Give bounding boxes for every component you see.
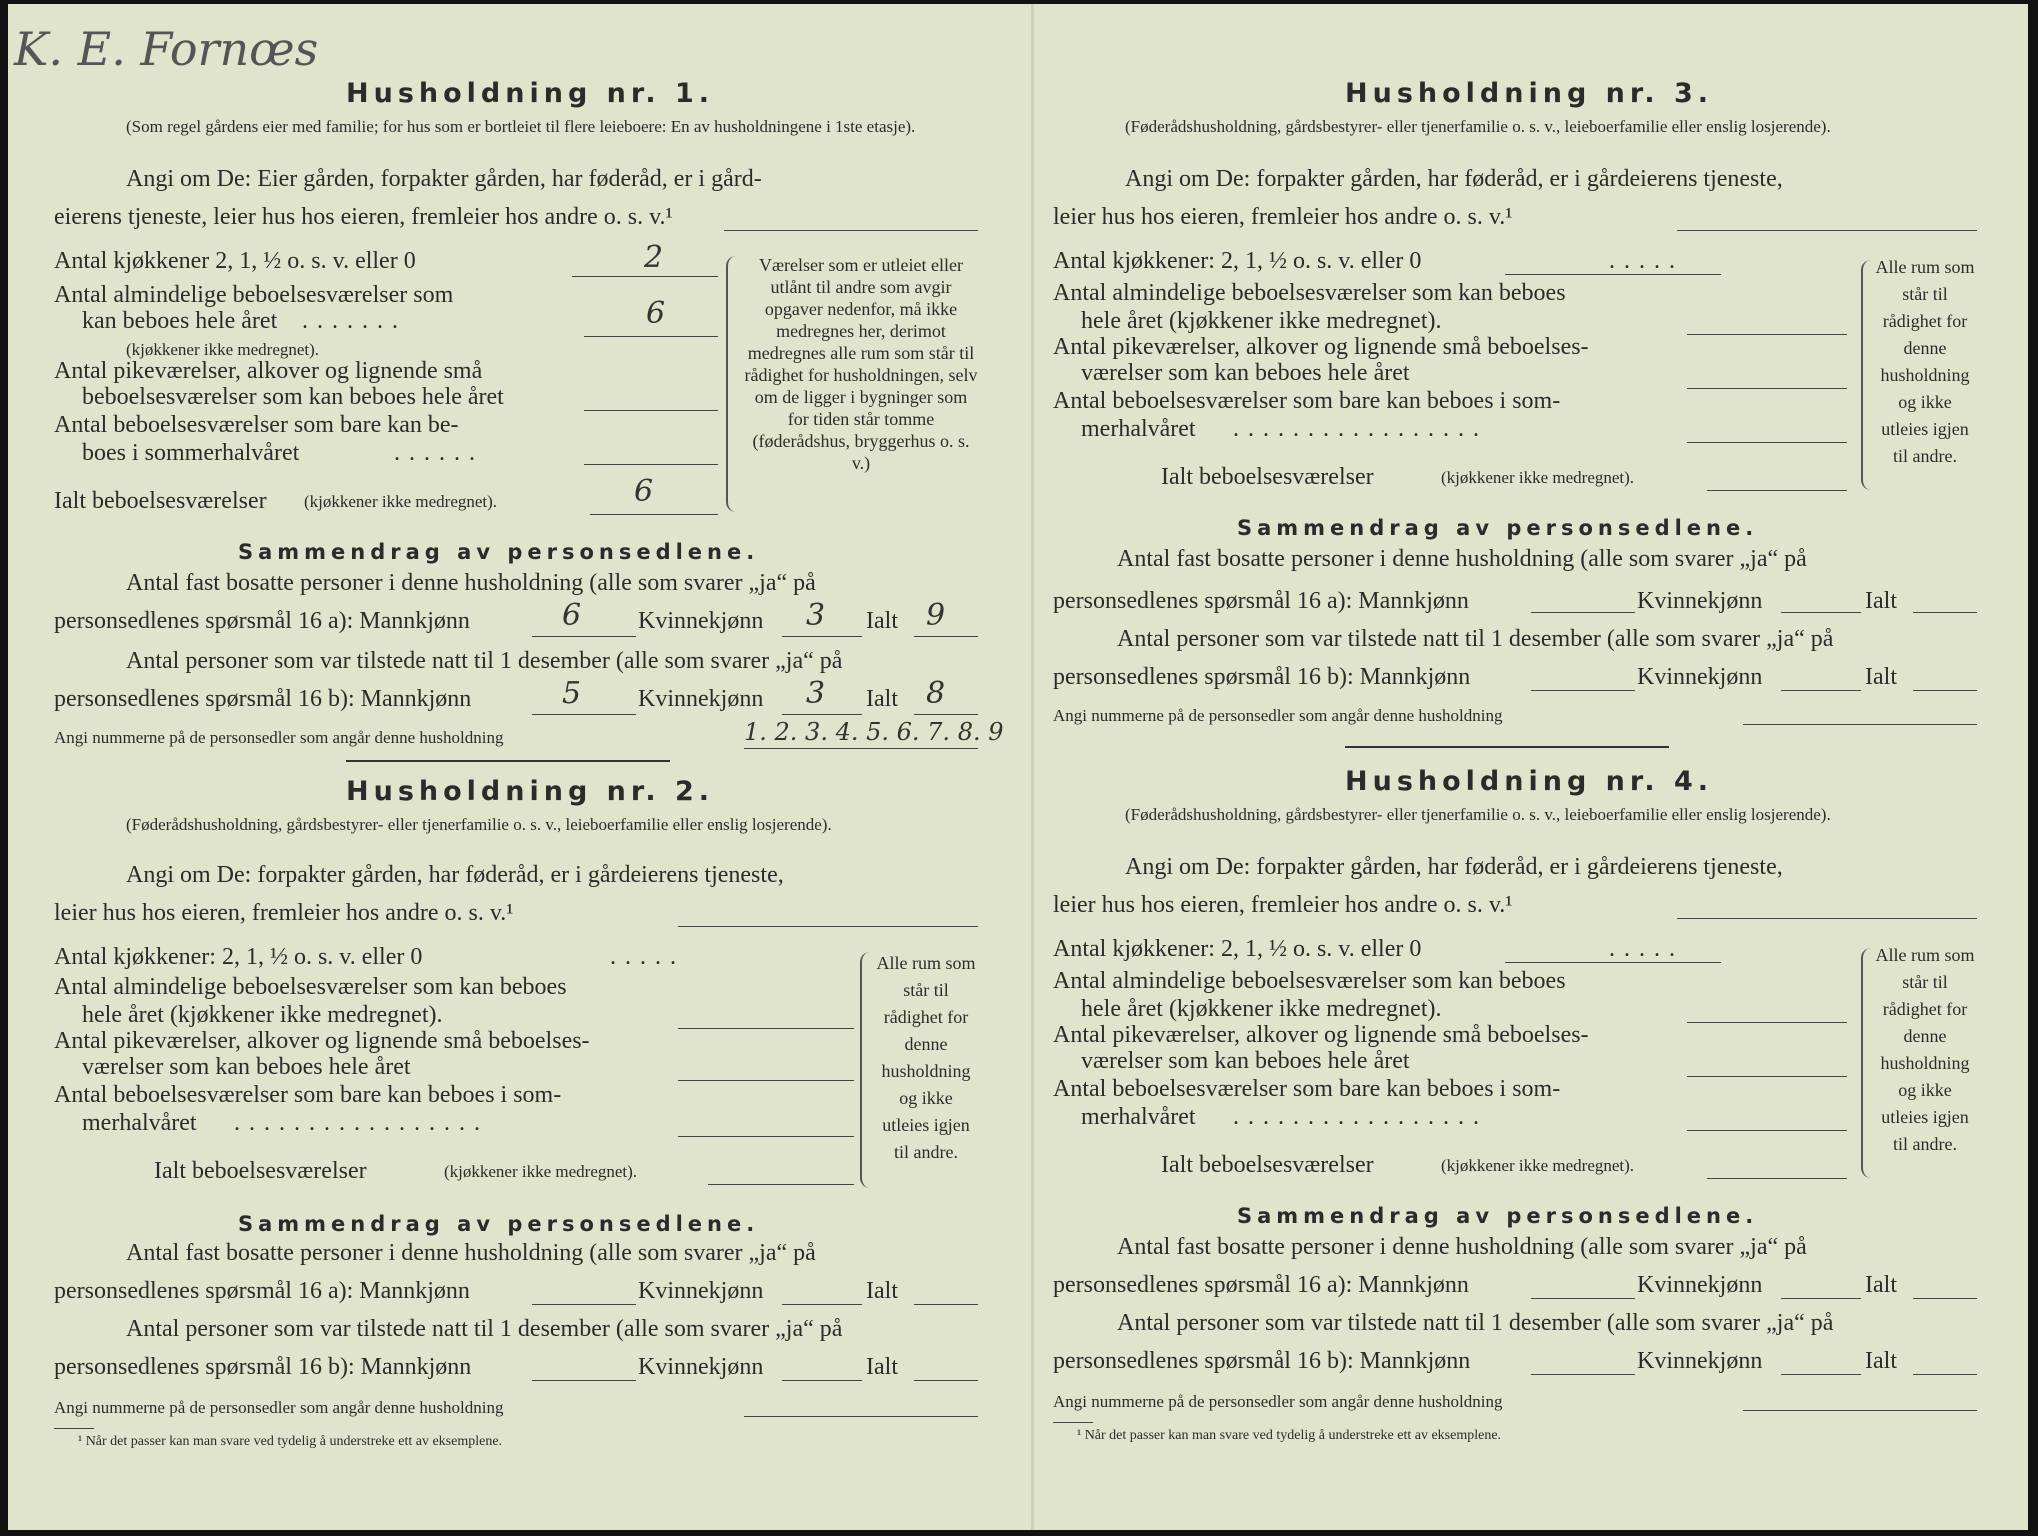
answer-line <box>914 1380 978 1381</box>
household-3-title: Husholdning nr. 3. <box>1345 78 1714 109</box>
maid-rooms-label-1: Antal pikeværelser, alkover og lignende små beboelses- <box>1053 334 1589 360</box>
answer-line <box>1913 690 1977 691</box>
answer-line <box>1781 1374 1861 1375</box>
footnote-rule <box>1053 1422 1093 1423</box>
resident-persons-line1: Antal fast bosatte personer i denne husholdning (alle som svarer „ja“ på <box>1117 546 1807 572</box>
answer-line <box>532 714 636 715</box>
answer-line <box>782 636 862 637</box>
answer-line <box>744 1416 978 1417</box>
summer-rooms-label-2: merhalvåret <box>1081 416 1196 442</box>
maid-rooms-label-1: Antal pikeværelser, alkover og lignende små <box>54 358 483 384</box>
total-rooms-note: (kjøkkener ikke medregnet). <box>444 1162 638 1181</box>
footnote-rule <box>54 1428 94 1429</box>
answer-line <box>1743 1410 1977 1411</box>
kitchens-label: Antal kjøkkener: 2, 1, ½ o. s. v. eller 0 <box>1053 248 1422 274</box>
brace <box>1861 948 1873 1178</box>
female-label: Kvinnekjønn <box>638 1278 764 1304</box>
summary-title: Sammendrag av personsedlene. <box>1237 1204 1759 1228</box>
answer-line <box>1531 1374 1635 1375</box>
answer-line <box>1687 1076 1847 1077</box>
summary-title: Sammendrag av personsedlene. <box>238 1212 760 1236</box>
kitchens-label: Antal kjøkkener 2, 1, ½ o. s. v. eller 0 <box>54 248 416 274</box>
rooms-side-note: Alle rum som står til rådighet for denne husholdning og ikke utleies igjen til andre. <box>876 953 976 1162</box>
present-persons-label: personsedlenes spørsmål 16 b): Mannkjønn <box>1053 1348 1471 1374</box>
ordinary-rooms-label-1: Antal almindelige beboelsesværelser som kan beboes <box>54 974 567 1000</box>
dot-leader: ................. <box>1233 1104 1488 1130</box>
brace <box>726 256 738 512</box>
handwritten-signature: K. E. Fornœs <box>14 22 319 76</box>
ordinary-rooms-value: 6 <box>646 296 666 331</box>
person-numbers-label: Angi nummerne på de personsedler som angår denne husholdning <box>54 1398 504 1417</box>
page-fold <box>1031 4 1034 1530</box>
rooms-side-note: Alle rum som står til rådighet for denne husholdning og ikke utleies igjen til andre. <box>1875 257 1975 466</box>
maid-rooms-label-2: beboelsesværelser som kan beboes hele året <box>82 384 504 410</box>
female-label: Kvinnekjønn <box>638 608 764 634</box>
answer-line <box>590 514 718 515</box>
total-rooms-label: Ialt beboelsesværelser <box>1161 464 1374 490</box>
dot-leader: ................. <box>1233 416 1488 442</box>
resident-persons-label: personsedlenes spørsmål 16 a): Mannkjønn <box>1053 588 1469 614</box>
answer-line <box>1531 612 1635 613</box>
total-label: Ialt <box>866 1278 898 1304</box>
present-persons-label: personsedlenes spørsmål 16 b): Mannkjønn <box>54 686 472 712</box>
household-3-ask-line2: leier hus hos eieren, fremleier hos andre o. s. v.¹ <box>1053 204 1513 230</box>
section-divider <box>1345 746 1669 748</box>
resident-persons-label: personsedlenes spørsmål 16 a): Mannkjønn <box>1053 1272 1469 1298</box>
total-rooms-note: (kjøkkener ikke medregnet). <box>1441 1156 1635 1175</box>
present-persons-line1: Antal personer som var tilstede natt til 1 desember (alle som svarer „ja“ på <box>1117 1310 1834 1336</box>
brace <box>860 952 872 1188</box>
answer-line <box>708 1184 854 1185</box>
census-sheet <box>8 4 2028 1530</box>
ordinary-rooms-label-1: Antal almindelige beboelsesværelser som <box>54 282 454 308</box>
household-1-ask-line1: Angi om De: Eier gården, forpakter gården, har føderåd, er i gård- <box>126 166 762 192</box>
total-label: Ialt <box>1865 1272 1897 1298</box>
resident-total-value: 9 <box>926 598 946 633</box>
dot-leader: ..... <box>610 944 685 970</box>
present-persons-label: personsedlenes spørsmål 16 b): Mannkjønn <box>1053 664 1471 690</box>
answer-line <box>1531 690 1635 691</box>
answer-line <box>782 1380 862 1381</box>
present-persons-label: personsedlenes spørsmål 16 b): Mannkjønn <box>54 1354 472 1380</box>
total-rooms-note: (kjøkkener ikke medregnet). <box>304 492 498 511</box>
answer-line <box>584 410 718 411</box>
total-label: Ialt <box>1865 1348 1897 1374</box>
ordinary-rooms-label-1: Antal almindelige beboelsesværelser som kan beboes <box>1053 968 1566 994</box>
household-4-ask-line2: leier hus hos eieren, fremleier hos andre o. s. v.¹ <box>1053 892 1513 918</box>
household-4-ask-line1: Angi om De: forpakter gården, har føderåd, er i gårdeierens tjeneste, <box>1125 854 1783 880</box>
total-label: Ialt <box>1865 664 1897 690</box>
female-label: Kvinnekjønn <box>638 1354 764 1380</box>
answer-line <box>1505 962 1721 963</box>
summer-rooms-label-1: Antal beboelsesværelser som bare kan be- <box>54 412 459 438</box>
person-numbers-value: 1. 2. 3. 4. 5. 6. 7. 8. 9 <box>744 718 1004 746</box>
answer-line <box>782 1304 862 1305</box>
household-2-ask-line1: Angi om De: forpakter gården, har føderåd, er i gårdeierens tjeneste, <box>126 862 784 888</box>
resident-persons-label: personsedlenes spørsmål 16 a): Mannkjønn <box>54 1278 470 1304</box>
ordinary-rooms-note: (kjøkkener ikke medregnet). <box>126 340 320 359</box>
answer-line <box>914 636 978 637</box>
answer-line <box>744 748 978 749</box>
present-persons-line1: Antal personer som var tilstede natt til 1 desember (alle som svarer „ja“ på <box>126 648 843 674</box>
female-label: Kvinnekjønn <box>1637 664 1763 690</box>
answer-line <box>914 1304 978 1305</box>
answer-line <box>1505 274 1721 275</box>
present-female-value: 3 <box>806 676 826 711</box>
ordinary-rooms-label-1: Antal almindelige beboelsesværelser som kan beboes <box>1053 280 1566 306</box>
answer-line <box>1781 612 1861 613</box>
footnote: ¹ Når det passer kan man svare ved tydelig å understreke ett av eksemplene. <box>1077 1428 1502 1443</box>
summer-rooms-label-2: merhalvåret <box>82 1110 197 1136</box>
answer-line <box>782 714 862 715</box>
summary-title: Sammendrag av personsedlene. <box>1237 516 1759 540</box>
person-numbers-label: Angi nummerne på de personsedler som angår denne husholdning <box>54 728 504 747</box>
kitchens-value: 2 <box>644 240 664 275</box>
answer-line <box>1913 1298 1977 1299</box>
total-label: Ialt <box>866 1354 898 1380</box>
summer-rooms-label-1: Antal beboelsesværelser som bare kan beboes i som- <box>54 1082 562 1108</box>
total-label: Ialt <box>1865 588 1897 614</box>
total-rooms-label: Ialt beboelsesværelser <box>54 488 267 514</box>
answer-line <box>1677 918 1977 919</box>
ordinary-rooms-label-2: hele året (kjøkkener ikke medregnet). <box>82 1002 443 1028</box>
answer-line <box>1531 1298 1635 1299</box>
total-rooms-label: Ialt beboelsesværelser <box>1161 1152 1374 1178</box>
resident-persons-line1: Antal fast bosatte personer i denne husholdning (alle som svarer „ja“ på <box>126 1240 816 1266</box>
answer-line <box>1913 612 1977 613</box>
summer-rooms-label-2: merhalvåret <box>1081 1104 1196 1130</box>
footnote: ¹ Når det passer kan man svare ved tydelig å understreke ett av eksemplene. <box>78 1434 503 1449</box>
summary-title: Sammendrag av personsedlene. <box>238 540 760 564</box>
answer-line <box>1781 1298 1861 1299</box>
dot-leader: ..... <box>1609 936 1684 962</box>
female-label: Kvinnekjønn <box>1637 588 1763 614</box>
answer-line <box>1781 690 1861 691</box>
summer-rooms-label-2: boes i sommerhalvåret <box>82 440 300 466</box>
resident-persons-label: personsedlenes spørsmål 16 a): Mannkjønn <box>54 608 470 634</box>
maid-rooms-label-2: værelser som kan beboes hele året <box>82 1054 411 1080</box>
answer-line <box>532 1304 636 1305</box>
household-2-title: Husholdning nr. 2. <box>346 776 715 807</box>
resident-persons-line1: Antal fast bosatte personer i denne husholdning (alle som svarer „ja“ på <box>126 570 816 596</box>
kitchens-label: Antal kjøkkener: 2, 1, ½ o. s. v. eller 0 <box>1053 936 1422 962</box>
household-1-title: Husholdning nr. 1. <box>346 78 715 109</box>
answer-line <box>532 1380 636 1381</box>
answer-line <box>1743 724 1977 725</box>
answer-line <box>678 1080 854 1081</box>
answer-line <box>584 464 718 465</box>
female-label: Kvinnekjønn <box>1637 1272 1763 1298</box>
total-rooms-label: Ialt beboelsesværelser <box>154 1158 367 1184</box>
ordinary-rooms-label-2: hele året (kjøkkener ikke medregnet). <box>1081 996 1442 1022</box>
household-1-note: (Som regel gårdens eier med familie; for hus som er bortleiet til flere leieboere: En av husholdningene i 1ste etasje). <box>126 117 916 136</box>
maid-rooms-label-1: Antal pikeværelser, alkover og lignende små beboelses- <box>1053 1022 1589 1048</box>
female-label: Kvinnekjønn <box>638 686 764 712</box>
ordinary-rooms-label-2: kan beboes hele året <box>82 308 278 334</box>
household-4-title: Husholdning nr. 4. <box>1345 766 1714 797</box>
summer-rooms-label-1: Antal beboelsesværelser som bare kan beboes i som- <box>1053 1076 1561 1102</box>
summer-rooms-label-1: Antal beboelsesværelser som bare kan beboes i som- <box>1053 388 1561 414</box>
answer-line <box>1687 388 1847 389</box>
answer-line <box>678 1136 854 1137</box>
answer-line <box>1707 490 1847 491</box>
household-2-note: (Føderådshusholdning, gårdsbestyrer- eller tjenerfamilie o. s. v., leieboerfamilie eller enslig losjerende). <box>126 815 832 834</box>
female-label: Kvinnekjønn <box>1637 1348 1763 1374</box>
answer-line <box>1687 1022 1847 1023</box>
answer-line <box>1687 334 1847 335</box>
resident-male-value: 6 <box>562 598 582 633</box>
rooms-side-note: Værelser som er utleiet eller utlånt til andre som avgir opgaver nedenfor, må ikke medregnes her, derimot medregnes alle rum som står til rådighet for husholdningen, selv om de ligger i bygninger som for tiden står tomme (føderådshus, bryggerhus o. s. v.) <box>744 255 978 473</box>
answer-line <box>1913 1374 1977 1375</box>
rooms-side-note: Alle rum som står til rådighet for denne husholdning og ikke utleies igjen til andre. <box>1875 945 1975 1154</box>
present-persons-line1: Antal personer som var tilstede natt til 1 desember (alle som svarer „ja“ på <box>1117 626 1834 652</box>
household-1-ask-line2: eierens tjeneste, leier hus hos eieren, fremleier hos andre o. s. v.¹ <box>54 204 673 230</box>
household-4-note: (Føderådshusholdning, gårdsbestyrer- eller tjenerfamilie o. s. v., leieboerfamilie eller enslig losjerende). <box>1125 805 1831 824</box>
present-male-value: 5 <box>562 676 582 711</box>
answer-line <box>1677 230 1977 231</box>
dot-leader: ...... <box>394 440 484 466</box>
answer-line <box>1707 1178 1847 1179</box>
total-rooms-note: (kjøkkener ikke medregnet). <box>1441 468 1635 487</box>
household-2-ask-line2: leier hus hos eieren, fremleier hos andre o. s. v.¹ <box>54 900 514 926</box>
answer-line <box>532 636 636 637</box>
household-3-note: (Føderådshusholdning, gårdsbestyrer- eller tjenerfamilie o. s. v., leieboerfamilie eller enslig losjerende). <box>1125 117 1831 136</box>
brace <box>1861 260 1873 490</box>
person-numbers-label: Angi nummerne på de personsedler som angår denne husholdning <box>1053 706 1503 725</box>
person-numbers-label: Angi nummerne på de personsedler som angår denne husholdning <box>1053 1392 1503 1411</box>
present-total-value: 8 <box>926 676 946 711</box>
answer-line <box>1687 1130 1847 1131</box>
total-label: Ialt <box>866 686 898 712</box>
maid-rooms-label-2: værelser som kan beboes hele året <box>1081 360 1410 386</box>
answer-line <box>724 230 978 231</box>
ordinary-rooms-label-2: hele året (kjøkkener ikke medregnet). <box>1081 308 1442 334</box>
total-label: Ialt <box>866 608 898 634</box>
dot-leader: ..... <box>1609 248 1684 274</box>
answer-line <box>584 336 718 337</box>
household-3-ask-line1: Angi om De: forpakter gården, har føderåd, er i gårdeierens tjeneste, <box>1125 166 1783 192</box>
kitchens-label: Antal kjøkkener: 2, 1, ½ o. s. v. eller 0 <box>54 944 423 970</box>
maid-rooms-label-1: Antal pikeværelser, alkover og lignende små beboelses- <box>54 1028 590 1054</box>
total-rooms-value: 6 <box>634 474 654 509</box>
section-divider <box>346 760 670 762</box>
answer-line <box>678 926 978 927</box>
dot-leader: ....... <box>302 308 407 334</box>
resident-persons-line1: Antal fast bosatte personer i denne husholdning (alle som svarer „ja“ på <box>1117 1234 1807 1260</box>
answer-line <box>678 1028 854 1029</box>
answer-line <box>1687 442 1847 443</box>
maid-rooms-label-2: værelser som kan beboes hele året <box>1081 1048 1410 1074</box>
present-persons-line1: Antal personer som var tilstede natt til 1 desember (alle som svarer „ja“ på <box>126 1316 843 1342</box>
answer-line <box>572 276 718 277</box>
resident-female-value: 3 <box>806 598 826 633</box>
answer-line <box>914 714 978 715</box>
dot-leader: ................. <box>234 1110 489 1136</box>
